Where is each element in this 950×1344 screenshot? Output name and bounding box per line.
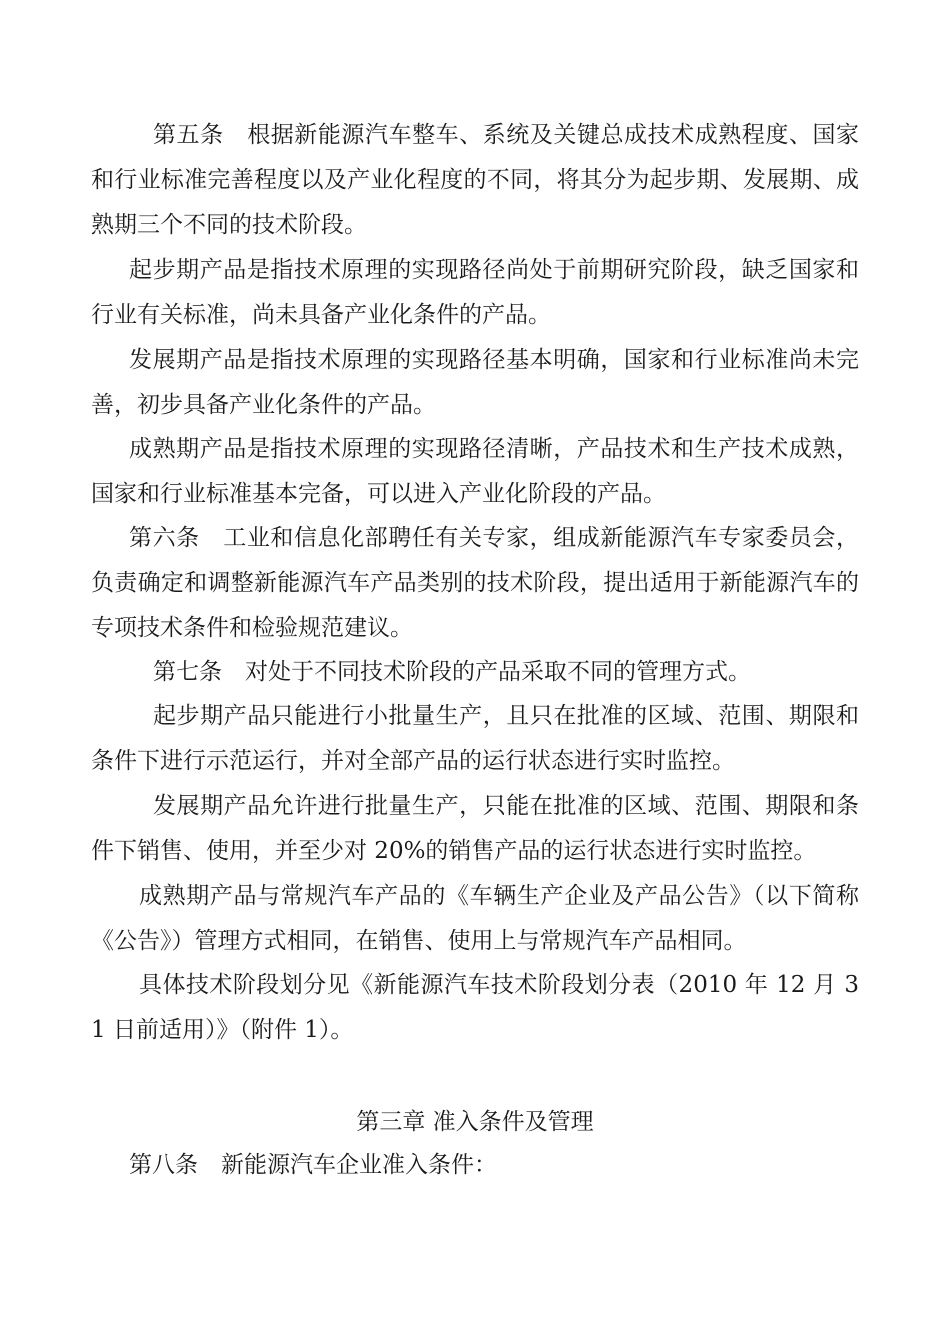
- article-6-paragraph: 第六条 工业和信息化部聘任有关专家，组成新能源汽车专家委员会，负责确定和调整新能源汽车产品类别的技术阶段，提出适用于新能源汽车的专项技术条件和检验规范建议。: [91, 525, 859, 641]
- mature-stage-paragraph: 成熟期产品是指技术原理的实现路径清晰，产品技术和生产技术成熟，国家和行业标准基本完备，可以进入产业化阶段的产品。: [91, 436, 859, 507]
- article-8-paragraph: 第八条 新能源汽车企业准入条件：: [129, 1152, 497, 1178]
- development-stage-paragraph: 发展期产品是指技术原理的实现路径基本明确，国家和行业标准尚未完善，初步具备产业化条件的产品。: [91, 347, 859, 418]
- startup-stage-paragraph: 起步期产品是指技术原理的实现路径尚处于前期研究阶段，缺乏国家和行业有关标准，尚未具备产业化条件的产品。: [91, 257, 859, 328]
- startup-management-paragraph: 起步期产品只能进行小批量生产，且只在批准的区域、范围、期限和条件下进行示范运行，并对全部产品的运行状态进行实时监控。: [91, 703, 859, 774]
- article-5-paragraph: 第五条 根据新能源汽车整车、系统及关键总成技术成熟程度、国家和行业标准完善程度以及产业化程度的不同，将其分为起步期、发展期、成熟期三个不同的技术阶段。: [91, 122, 859, 238]
- article-7-paragraph: 第七条 对处于不同技术阶段的产品采取不同的管理方式。: [153, 659, 751, 685]
- development-management-paragraph: 发展期产品允许进行批量生产，只能在批准的区域、范围、期限和条件下销售、使用，并至少对 20%的销售产品的运行状态进行实时监控。: [91, 793, 859, 864]
- stage-division-paragraph: 具体技术阶段划分见《新能源汽车技术阶段划分表（2010 年 12 月 31 日前适用）》（附件 1）。: [91, 972, 859, 1043]
- mature-management-paragraph: 成熟期产品与常规汽车产品的《车辆生产企业及产品公告》（以下简称《公告》）管理方式相同，在销售、使用上与常规汽车产品相同。: [91, 883, 859, 954]
- chapter-heading: 第三章 准入条件及管理: [356, 1109, 594, 1135]
